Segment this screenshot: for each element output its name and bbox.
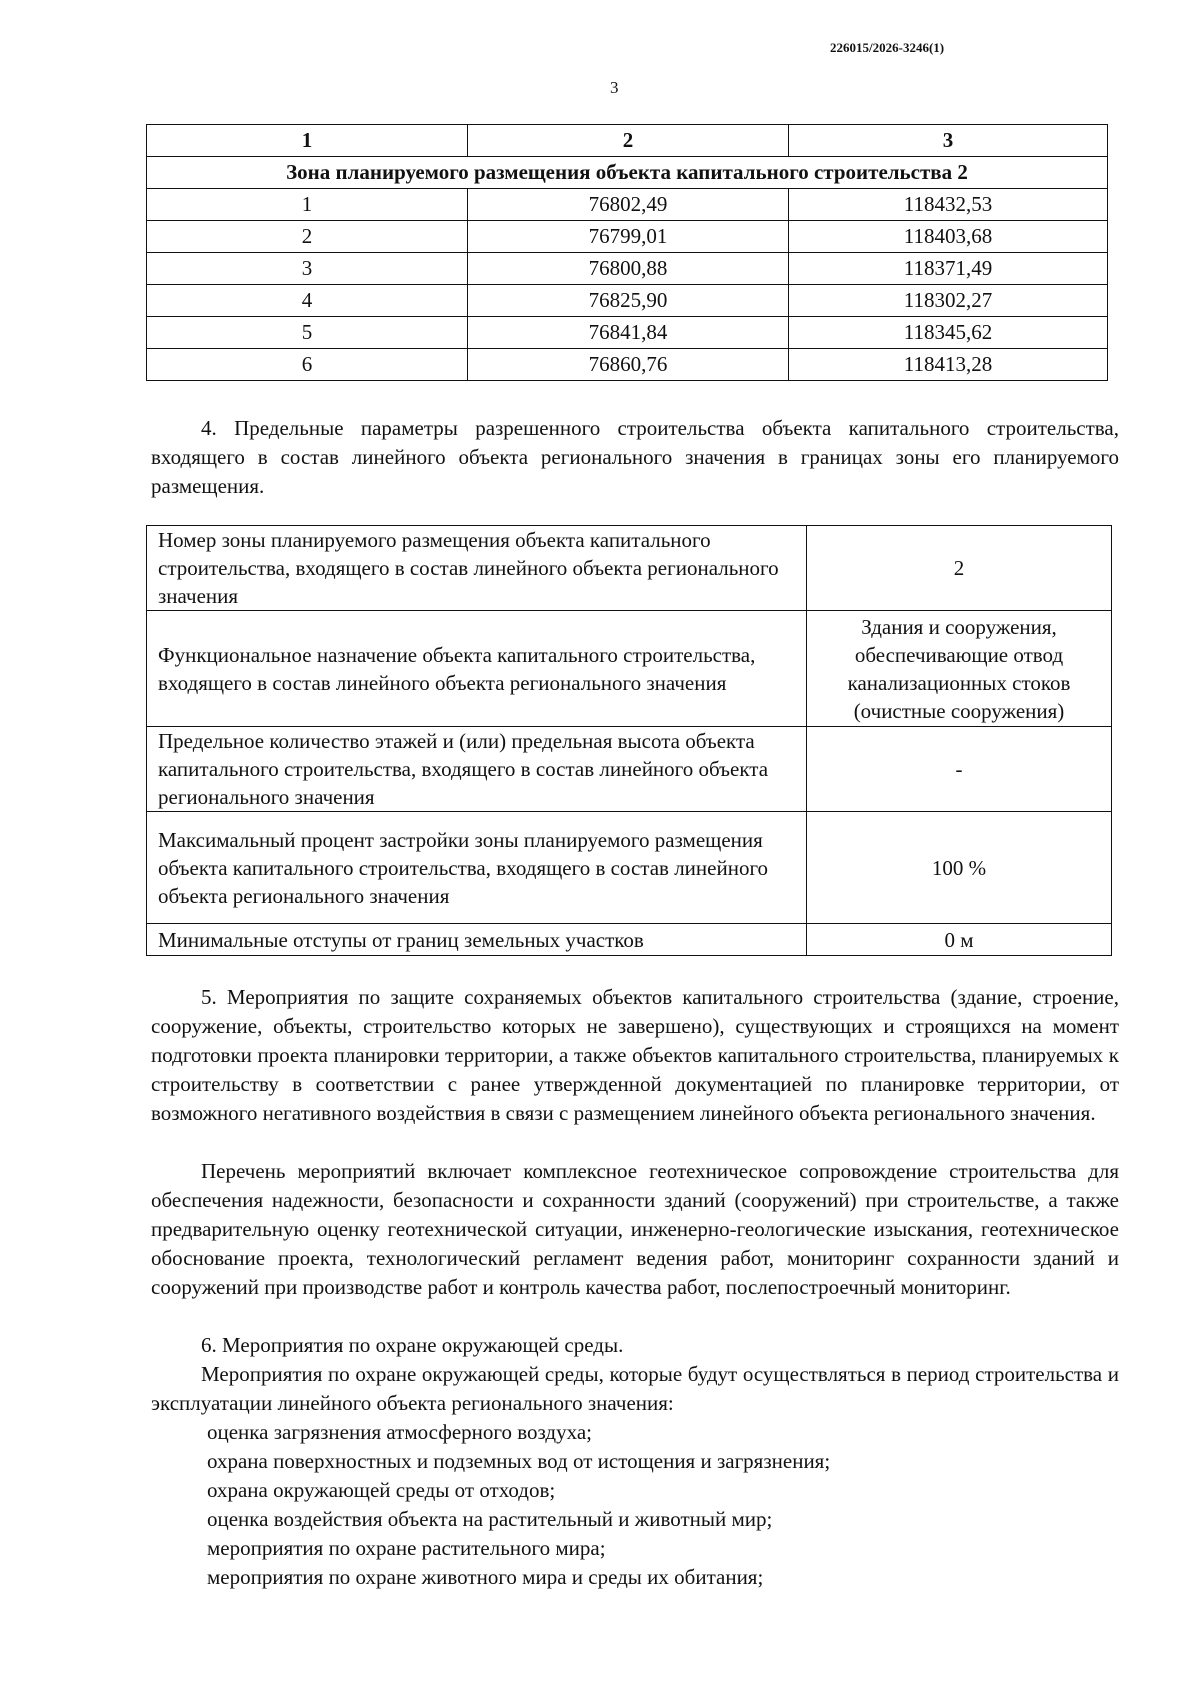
param-value: - (807, 727, 1112, 812)
header-cell: 1 (147, 125, 468, 157)
header-cell: 2 (468, 125, 789, 157)
zone-title-row (147, 157, 1108, 189)
table-row (147, 349, 1108, 381)
coordinate-y: 118302,27 (789, 285, 1108, 317)
parameters-table (146, 525, 1112, 956)
point-number: 3 (147, 253, 468, 285)
section-5-measures-paragraph: Перечень мероприятий включает комплексное геотехническое сопровождение строительства для обеспечения надежности, безопасности и сохранности зданий (сооружений) при строительстве, а также предварительную оценку геотехнической ситуации, инженерно-геологические изыскания, геотехническое обоснование проекта, технологический регламент ведения работ, мониторинг сохранности зданий и сооружений при производстве работ и контроль качества работ, послепостроечный мониторинг. (151, 1159, 1119, 1299)
section-4-paragraph: 4. Предельные параметры разрешенного строительства объекта капитального строительства, входящего в состав линейного объекта регионального значения в границах зоны его планируемого размещения. (151, 416, 1119, 498)
coordinate-x: 76800,88 (468, 253, 789, 285)
point-number: 4 (147, 285, 468, 317)
section-5-paragraph: 5. Мероприятия по защите сохраняемых объектов капитального строительства (здание, строение, сооружение, объекты, строительство которых не завершено), существующих и строящихся на момент подготовки проекта планировки территории, а также объектов капитального строительства, планируемых к строительству в соответствии с ранее утвержденной документацией по планировке территории, от возможного негативного воздействия в связи с размещением линейного объекта регионального значения. (151, 985, 1119, 1125)
param-label: Предельное количество этажей и (или) предельная высота объекта капитального строительства, входящего в состав линейного объекта регионального значения (147, 727, 807, 812)
param-value: 100 % (807, 812, 1112, 924)
table-header-row (147, 125, 1108, 157)
coordinate-y: 118413,28 (789, 349, 1108, 381)
table-row (147, 526, 1112, 611)
list-item: охрана окружающей среды от отходов; (207, 1478, 556, 1502)
coordinate-y: 118371,49 (789, 253, 1108, 285)
coordinate-x: 76825,90 (468, 285, 789, 317)
coordinate-y: 118432,53 (789, 189, 1108, 221)
coordinate-x: 76799,01 (468, 221, 789, 253)
list-item: охрана поверхностных и подземных вод от истощения и загрязнения; (207, 1449, 831, 1473)
coordinate-x: 76860,76 (468, 349, 789, 381)
list-item: мероприятия по охране растительного мира; (207, 1536, 606, 1560)
point-number: 6 (147, 349, 468, 381)
param-label: Номер зоны планируемого размещения объекта капитального строительства, входящего в состав линейного объекта регионального значения (147, 526, 807, 611)
table-row (147, 253, 1108, 285)
table-row (147, 221, 1108, 253)
table-row (147, 611, 1112, 727)
coordinate-x: 76802,49 (468, 189, 789, 221)
param-label: Функциональное назначение объекта капитального строительства, входящего в состав линейного объекта регионального значения (147, 611, 807, 727)
coordinate-y: 118345,62 (789, 317, 1108, 349)
list-item: оценка загрязнения атмосферного воздуха; (207, 1420, 592, 1444)
coordinate-x: 76841,84 (468, 317, 789, 349)
section-6-intro: Мероприятия по охране окружающей среды, которые будут осуществляться в период строительства и эксплуатации линейного объекта регионального значения: (151, 1362, 1119, 1415)
param-label: Минимальные отступы от границ земельных участков (147, 924, 807, 956)
header-cell: 3 (789, 125, 1108, 157)
document-id: 226015/2026-3246(1) (830, 40, 945, 55)
param-value: 0 м (807, 924, 1112, 956)
page-number: 3 (610, 78, 619, 97)
list-item: мероприятия по охране животного мира и среды их обитания; (207, 1565, 764, 1589)
table-row (147, 924, 1112, 956)
point-number: 2 (147, 221, 468, 253)
coordinates-table (146, 124, 1108, 381)
table-row (147, 727, 1112, 812)
table-row (147, 317, 1108, 349)
point-number: 5 (147, 317, 468, 349)
coordinate-y: 118403,68 (789, 221, 1108, 253)
param-label: Максимальный процент застройки зоны планируемого размещения объекта капитального строительства, входящего в состав линейного объекта регионального значения (147, 812, 807, 924)
list-item: оценка воздействия объекта на растительный и животный мир; (207, 1507, 773, 1531)
table-row (147, 812, 1112, 924)
point-number: 1 (147, 189, 468, 221)
table-row (147, 189, 1108, 221)
zone-title: Зона планируемого размещения объекта капитального строительства 2 (147, 157, 1108, 189)
section-6-title: 6. Мероприятия по охране окружающей среды. (201, 1333, 624, 1357)
table-row (147, 285, 1108, 317)
param-value: 2 (807, 526, 1112, 611)
param-value: Здания и сооружения, обеспечивающие отвод канализационных стоков (очистные сооружения) (807, 611, 1112, 727)
